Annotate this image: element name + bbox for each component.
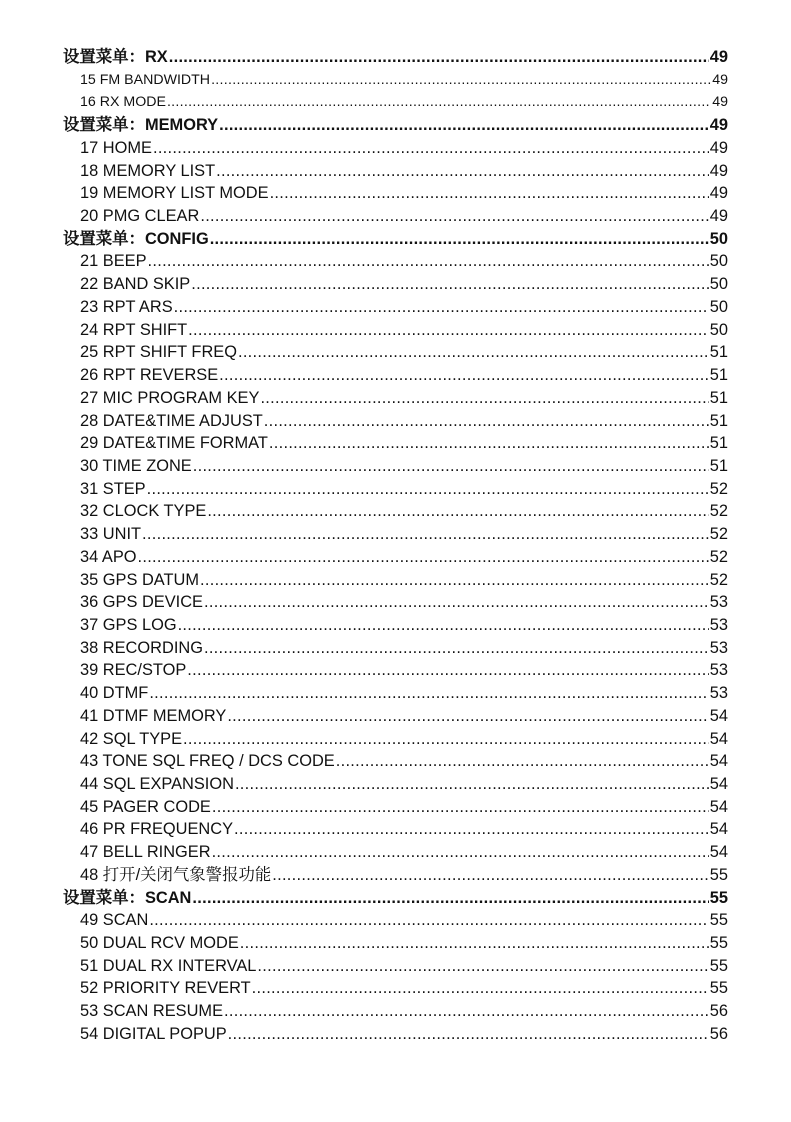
toc-entry-label: 26 RPT REVERSE xyxy=(80,366,219,385)
toc-section-heading[interactable] xyxy=(63,887,728,910)
toc-entry-label: 16 RX MODE xyxy=(80,94,166,111)
dot-leader xyxy=(270,182,709,205)
toc-entry[interactable] xyxy=(63,205,728,228)
dot-leader xyxy=(212,841,709,864)
toc-page-number: 52 xyxy=(709,502,728,521)
toc-entry[interactable] xyxy=(63,705,728,728)
toc-entry[interactable] xyxy=(63,977,728,1000)
toc-entry-label: 50 DUAL RCV MODE xyxy=(80,934,239,953)
dot-leader xyxy=(187,659,708,682)
toc-entry-label: 47 BELL RINGER xyxy=(80,843,211,862)
toc-section-heading[interactable] xyxy=(63,46,728,69)
toc-entry-label: 设置菜单：CONFIG xyxy=(63,229,209,248)
dot-leader xyxy=(257,955,708,978)
toc-entry[interactable] xyxy=(63,773,728,796)
toc-entry-label: 41 DTMF MEMORY xyxy=(80,706,227,725)
toc-page-number: 49 xyxy=(712,94,728,111)
dot-leader xyxy=(207,500,708,523)
toc-entry-label: 29 DATE&TIME FORMAT xyxy=(80,434,268,453)
toc-page-number: 49 xyxy=(709,161,728,180)
toc-page-number: 55 xyxy=(709,865,728,884)
dot-leader xyxy=(191,273,709,296)
dot-leader xyxy=(240,932,709,955)
toc-page-number: 56 xyxy=(709,1002,728,1021)
toc-entry-label: 23 RPT ARS xyxy=(80,297,173,316)
toc-entry-label: 31 STEP xyxy=(80,479,146,498)
toc-entry[interactable] xyxy=(63,250,728,273)
toc-entry-label: 51 DUAL RX INTERVAL xyxy=(80,956,257,975)
toc-entry-label: 32 CLOCK TYPE xyxy=(80,502,207,521)
toc-page-number: 55 xyxy=(709,956,728,975)
toc-page-number: 51 xyxy=(709,411,728,430)
toc-entry[interactable] xyxy=(63,637,728,660)
toc-page-number: 49 xyxy=(709,184,728,203)
toc-page-number: 54 xyxy=(709,706,728,725)
toc-entry-label: 24 RPT SHIFT xyxy=(80,320,188,339)
toc-entry[interactable] xyxy=(63,182,728,205)
toc-page-number: 50 xyxy=(709,320,728,339)
toc-page-number: 56 xyxy=(709,1024,728,1043)
toc-entry[interactable] xyxy=(63,569,728,592)
toc-section-heading[interactable] xyxy=(63,228,728,251)
toc-entry[interactable] xyxy=(63,432,728,455)
dot-leader xyxy=(147,478,709,501)
toc-entry-label: 设置菜单：RX xyxy=(63,48,168,66)
dot-leader xyxy=(148,250,709,273)
dot-leader xyxy=(216,160,709,183)
dot-leader xyxy=(336,750,709,773)
toc-entry-label: 53 SCAN RESUME xyxy=(80,1002,224,1021)
dot-leader xyxy=(234,818,709,841)
toc-entry-label: 22 BAND SKIP xyxy=(80,275,191,294)
toc-page-number: 54 xyxy=(709,843,728,862)
dot-leader xyxy=(212,796,709,819)
toc-page-number: 52 xyxy=(709,547,728,566)
toc-entry-label: 34 APO xyxy=(80,547,137,566)
toc-entry-label: 42 SQL TYPE xyxy=(80,729,183,748)
toc-page-number: 51 xyxy=(709,434,728,453)
toc-page-number: 55 xyxy=(709,888,728,907)
toc-entry[interactable] xyxy=(63,546,728,569)
dot-leader xyxy=(149,909,708,932)
toc-entry[interactable] xyxy=(63,682,728,705)
toc-entry[interactable] xyxy=(63,500,728,523)
toc-entry-label: 30 TIME ZONE xyxy=(80,456,192,475)
toc-page-number: 55 xyxy=(709,911,728,930)
toc-entry-label: 37 GPS LOG xyxy=(80,615,177,634)
toc-page-number: 50 xyxy=(709,275,728,294)
toc-page-number: 54 xyxy=(709,797,728,816)
dot-leader xyxy=(219,364,709,387)
dot-leader xyxy=(260,387,708,410)
toc-entry-label: 48 打开/关闭气象警报功能 xyxy=(80,865,272,884)
toc-entry[interactable] xyxy=(63,364,728,387)
toc-entry[interactable] xyxy=(63,1023,728,1046)
toc-entry[interactable] xyxy=(63,728,728,751)
toc-entry-label: 38 RECORDING xyxy=(80,638,203,657)
toc-page-number: 49 xyxy=(712,71,728,88)
dot-leader xyxy=(224,1000,709,1023)
dot-leader xyxy=(235,773,709,796)
toc-entry[interactable] xyxy=(63,864,728,887)
toc-page-number: 54 xyxy=(709,775,728,793)
toc-entry-label: 46 PR FREQUENCY xyxy=(80,820,234,839)
toc-entry[interactable] xyxy=(63,387,728,410)
table-of-contents xyxy=(63,46,728,1046)
dot-leader xyxy=(228,1023,709,1046)
toc-entry[interactable] xyxy=(63,91,728,114)
toc-page-number: 49 xyxy=(709,207,728,226)
toc-entry[interactable] xyxy=(63,137,728,160)
dot-leader xyxy=(204,591,709,614)
toc-page-number: 53 xyxy=(709,661,728,680)
dot-leader xyxy=(192,887,708,910)
toc-entry-label: 28 DATE&TIME ADJUST xyxy=(80,411,263,430)
toc-entry-label: 21 BEEP xyxy=(80,252,147,271)
dot-leader xyxy=(174,296,709,319)
dot-leader xyxy=(188,319,709,342)
toc-entry[interactable] xyxy=(63,455,728,478)
toc-entry[interactable] xyxy=(63,796,728,819)
dot-leader xyxy=(252,977,709,1000)
toc-page-number: 50 xyxy=(709,297,728,316)
toc-entry[interactable] xyxy=(63,591,728,614)
dot-leader xyxy=(169,46,709,69)
toc-entry[interactable] xyxy=(63,478,728,501)
dot-leader xyxy=(272,864,709,887)
dot-leader xyxy=(264,410,709,433)
toc-entry[interactable] xyxy=(63,818,728,841)
toc-page-number: 53 xyxy=(709,615,728,634)
toc-entry-label: 20 PMG CLEAR xyxy=(80,207,200,226)
toc-entry[interactable] xyxy=(63,750,728,773)
toc-page-number: 53 xyxy=(709,593,728,612)
toc-entry[interactable] xyxy=(63,273,728,296)
toc-entry[interactable] xyxy=(63,909,728,932)
toc-entry[interactable] xyxy=(63,932,728,955)
toc-entry-label: 19 MEMORY LIST MODE xyxy=(80,184,269,203)
toc-page-number: 51 xyxy=(709,456,728,475)
toc-entry-label: 54 DIGITAL POPUP xyxy=(80,1024,227,1043)
toc-entry-label: 15 FM BANDWIDTH xyxy=(80,71,211,88)
dot-leader xyxy=(167,91,711,114)
toc-entry-label: 39 REC/STOP xyxy=(80,661,187,680)
toc-entry-label: 43 TONE SQL FREQ / DCS CODE xyxy=(80,752,335,771)
dot-leader xyxy=(142,523,709,546)
toc-entry-label: 27 MIC PROGRAM KEY xyxy=(80,388,260,407)
dot-leader xyxy=(193,455,709,478)
toc-entry-label: 40 DTMF xyxy=(80,684,149,703)
toc-page-number: 51 xyxy=(709,343,728,362)
toc-entry[interactable] xyxy=(63,319,728,342)
toc-entry-label: 45 PAGER CODE xyxy=(80,797,211,816)
toc-entry[interactable] xyxy=(63,523,728,546)
toc-entry-label: 设置菜单：SCAN xyxy=(63,888,192,907)
toc-page-number: 51 xyxy=(709,388,728,407)
toc-entry[interactable] xyxy=(63,659,728,682)
toc-entry-label: 44 SQL EXPANSION xyxy=(80,775,234,793)
toc-entry-label: 49 SCAN xyxy=(80,911,149,930)
dot-leader xyxy=(238,341,709,364)
toc-page-number: 53 xyxy=(709,638,728,657)
toc-entry-label: 17 HOME xyxy=(80,138,152,157)
toc-entry[interactable] xyxy=(63,69,728,92)
dot-leader xyxy=(200,205,708,228)
toc-entry-label: 36 GPS DEVICE xyxy=(80,593,203,612)
toc-page-number: 50 xyxy=(709,229,728,248)
toc-page-number: 52 xyxy=(709,525,728,544)
toc-page-number: 54 xyxy=(709,752,728,771)
dot-leader xyxy=(210,228,709,251)
toc-page-number: 50 xyxy=(709,252,728,271)
dot-leader xyxy=(178,614,709,637)
toc-page-number: 49 xyxy=(709,138,728,157)
toc-entry[interactable] xyxy=(63,296,728,319)
dot-leader xyxy=(153,137,709,160)
dot-leader xyxy=(149,682,708,705)
toc-page-number: 51 xyxy=(709,366,728,385)
dot-leader xyxy=(183,728,709,751)
toc-entry[interactable] xyxy=(63,160,728,183)
toc-page-number: 52 xyxy=(709,479,728,498)
toc-entry-label: 18 MEMORY LIST xyxy=(80,161,216,180)
dot-leader xyxy=(219,114,709,137)
toc-entry[interactable] xyxy=(63,955,728,978)
toc-entry-label: 33 UNIT xyxy=(80,525,142,544)
dot-leader xyxy=(138,546,709,569)
toc-page-number: 49 xyxy=(709,48,728,66)
dot-leader xyxy=(211,69,711,92)
toc-page-number: 54 xyxy=(709,820,728,839)
toc-entry[interactable] xyxy=(63,614,728,637)
toc-entry-label: 25 RPT SHIFT FREQ xyxy=(80,343,237,362)
toc-page-number: 55 xyxy=(709,979,728,998)
dot-leader xyxy=(227,705,708,728)
toc-page-number: 55 xyxy=(709,934,728,953)
toc-entry[interactable] xyxy=(63,1000,728,1023)
toc-page-number: 54 xyxy=(709,729,728,748)
toc-page-number: 53 xyxy=(709,684,728,703)
dot-leader xyxy=(200,569,709,592)
dot-leader xyxy=(269,432,709,455)
toc-entry[interactable] xyxy=(63,410,728,433)
toc-entry[interactable] xyxy=(63,841,728,864)
toc-entry-label: 设置菜单：MEMORY xyxy=(63,116,219,135)
toc-entry-label: 35 GPS DATUM xyxy=(80,570,200,589)
dot-leader xyxy=(204,637,709,660)
toc-entry[interactable] xyxy=(63,341,728,364)
toc-section-heading[interactable] xyxy=(63,114,728,137)
toc-entry-label: 52 PRIORITY REVERT xyxy=(80,979,251,998)
toc-page-number: 52 xyxy=(709,570,728,589)
toc-page-number: 49 xyxy=(709,116,728,135)
